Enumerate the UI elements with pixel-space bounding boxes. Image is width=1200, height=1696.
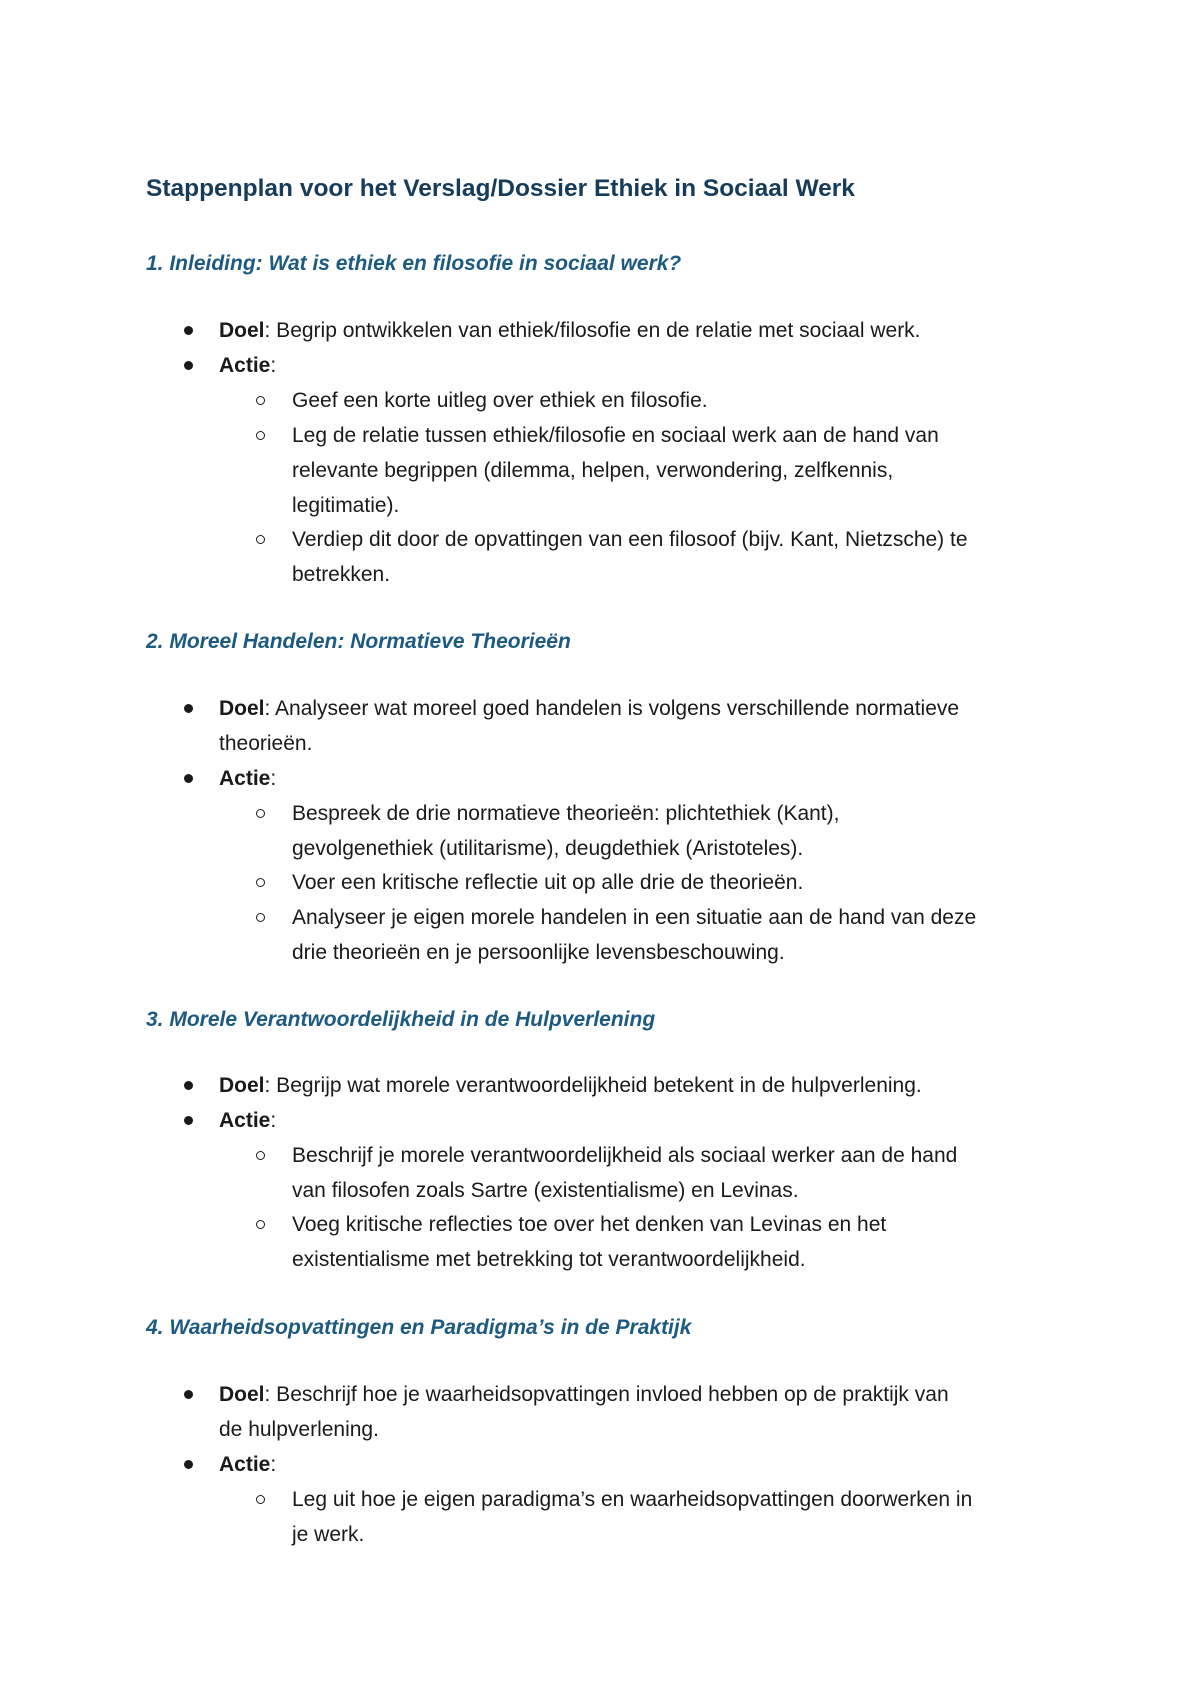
bullet-label: Doel (219, 1383, 265, 1406)
bullet-dot-icon (184, 1081, 193, 1090)
bullet-dot-icon (184, 774, 193, 783)
section-heading: 3. Morele Verantwoordelijkheid in de Hulpverlening (146, 1008, 656, 1031)
sub-item-line: gevolgenethiek (utilitarisme), deugdethiek (Aristoteles). (292, 837, 804, 860)
bullet-label: Doel (219, 1074, 265, 1097)
bullet-dot-icon (184, 1460, 193, 1469)
bullet-label: Actie (219, 767, 271, 790)
bullet-label: Doel (219, 319, 265, 342)
sub-item-line: legitimatie). (292, 494, 400, 517)
hollow-circle-icon (256, 913, 265, 922)
bullet-text: : (270, 1109, 277, 1132)
bullet-line (219, 1447, 276, 1482)
bullet-dot-icon (184, 1390, 193, 1399)
bullet-text: : Begrijp wat morele verantwoordelijkheid betekent in de hulpverlening. (264, 1074, 922, 1097)
document-title: Stappenplan voor het Verslag/Dossier Ethiek in Sociaal Werk (146, 175, 855, 202)
bullet-text: : (270, 767, 277, 790)
sub-item-line: van filosofen zoals Sartre (existentialisme) en Levinas. (292, 1179, 799, 1202)
sub-item-line: je werk. (292, 1523, 365, 1546)
sub-item-line: betrekken. (292, 563, 391, 586)
bullet-dot-icon (184, 704, 193, 713)
bullet-dot-icon (184, 361, 193, 370)
sub-item-line: Leg de relatie tussen ethiek/filosofie en sociaal werk aan de hand van (292, 424, 939, 447)
bullet-line (219, 348, 276, 383)
sub-item-line: Bespreek de drie normatieve theorieën: plichtethiek (Kant), (292, 802, 840, 825)
bullet-line: theorieën. (219, 732, 313, 755)
bullet-text: : (270, 354, 277, 377)
sub-item-line: existentialisme met betrekking tot verantwoordelijkheid. (292, 1248, 806, 1271)
bullet-text: : Analyseer wat moreel goed handelen is volgens verschillende normatieve (264, 697, 960, 720)
bullet-text: : (270, 1453, 277, 1476)
bullet-text: : Begrip ontwikkelen van ethiek/filosofie en de relatie met sociaal werk. (264, 319, 921, 342)
hollow-circle-icon (256, 431, 265, 440)
section-heading: 4. Waarheidsopvattingen en Paradigma’s in de Praktijk (146, 1316, 692, 1339)
bullet-label: Doel (219, 697, 265, 720)
sub-item-line: relevante begrippen (dilemma, helpen, verwondering, zelfkennis, (292, 459, 894, 482)
sub-item-line: drie theorieën en je persoonlijke levensbeschouwing. (292, 941, 785, 964)
bullet-label: Actie (219, 1453, 271, 1476)
bullet-line (219, 761, 276, 796)
bullet-line (219, 691, 959, 726)
sub-item-line: Geef een korte uitleg over ethiek en filosofie. (292, 389, 708, 412)
hollow-circle-icon (256, 809, 265, 818)
sub-item-line: Analyseer je eigen morele handelen in een situatie aan de hand van deze (292, 906, 977, 929)
bullet-dot-icon (184, 326, 193, 335)
sub-item-line: Voeg kritische reflecties toe over het denken van Levinas en het (292, 1213, 887, 1236)
hollow-circle-icon (256, 396, 265, 405)
bullet-line (219, 1377, 949, 1412)
hollow-circle-icon (256, 1220, 265, 1229)
sub-item-line: Beschrijf je morele verantwoordelijkheid als sociaal werker aan de hand (292, 1144, 958, 1167)
bullet-label: Actie (219, 1109, 271, 1132)
bullet-dot-icon (184, 1116, 193, 1125)
bullet-line: de hulpverlening. (219, 1418, 379, 1441)
bullet-label: Actie (219, 354, 271, 377)
bullet-line (219, 1103, 276, 1138)
bullet-line (219, 313, 921, 348)
hollow-circle-icon (256, 878, 265, 887)
sub-item-line: Voer een kritische reflectie uit op alle drie de theorieën. (292, 871, 804, 894)
hollow-circle-icon (256, 535, 265, 544)
sub-item-line: Verdiep dit door de opvattingen van een filosoof (bijv. Kant, Nietzsche) te (292, 528, 968, 551)
hollow-circle-icon (256, 1495, 265, 1504)
bullet-text: : Beschrijf hoe je waarheidsopvattingen invloed hebben op de praktijk van (264, 1383, 949, 1406)
section-heading: 2. Moreel Handelen: Normatieve Theorieën (146, 630, 571, 653)
bullet-line (219, 1068, 922, 1103)
section-heading: 1. Inleiding: Wat is ethiek en filosofie in sociaal werk? (146, 252, 682, 275)
sub-item-line: Leg uit hoe je eigen paradigma’s en waarheidsopvattingen doorwerken in (292, 1488, 973, 1511)
hollow-circle-icon (256, 1151, 265, 1160)
